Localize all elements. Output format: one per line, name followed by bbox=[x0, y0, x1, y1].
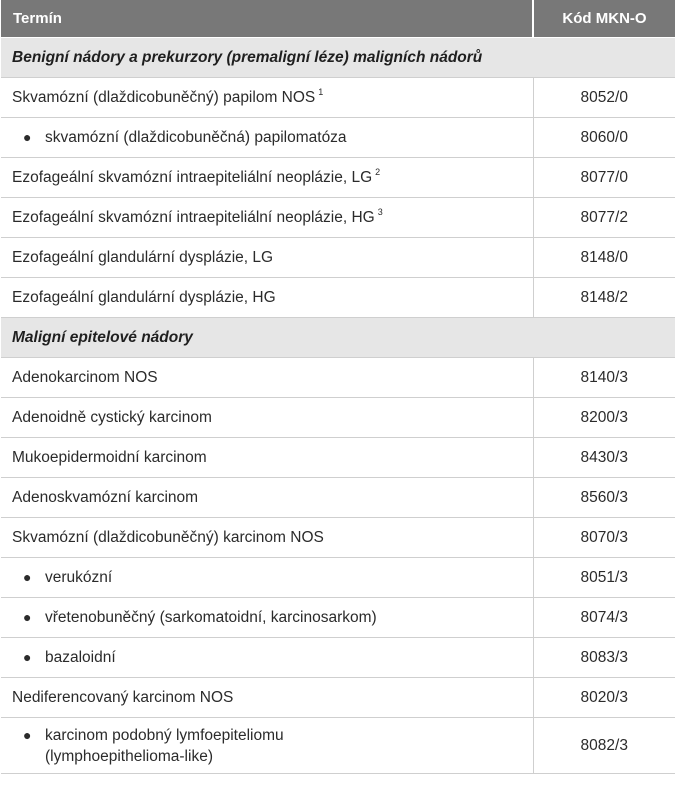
section-title: Benigní nádory a prekurzory (premaligní léze) maligních nádorů bbox=[1, 38, 675, 78]
code-cell: 8148/2 bbox=[533, 278, 675, 318]
table-row bbox=[1, 118, 675, 158]
term-text: vřetenobuněčný (sarkomatoidní, karcinosarkom) bbox=[45, 608, 377, 626]
bullet-icon: ● bbox=[23, 608, 32, 625]
table-row bbox=[1, 478, 675, 518]
bullet-icon: ● bbox=[23, 128, 32, 145]
term-cell: Ezofageální glandulární dysplázie, LG bbox=[1, 238, 533, 278]
term-cell: Skvamózní (dlaždicobuněčný) karcinom NOS bbox=[1, 518, 533, 558]
code-cell: 8074/3 bbox=[533, 598, 675, 638]
table-row bbox=[1, 438, 675, 478]
term-cell: Adenoskvamózní karcinom bbox=[1, 478, 533, 518]
table-row bbox=[1, 398, 675, 438]
term-cell bbox=[1, 78, 533, 118]
table-row bbox=[1, 78, 675, 118]
term-text: bazaloidní bbox=[45, 648, 116, 666]
table-row bbox=[1, 638, 675, 678]
table-row bbox=[1, 198, 675, 238]
header-term: Termín bbox=[1, 0, 533, 38]
code-cell: 8560/3 bbox=[533, 478, 675, 518]
table-row bbox=[1, 558, 675, 598]
term-cell bbox=[1, 158, 533, 198]
footnote-marker: 3 bbox=[377, 207, 383, 218]
term-cell: Adenokarcinom NOS bbox=[1, 358, 533, 398]
code-cell: 8070/3 bbox=[533, 518, 675, 558]
term-line-2: (lymphoepithelioma-like) bbox=[45, 747, 213, 765]
term-text: Ezofageální skvamózní intraepiteliální neoplázie, HG bbox=[12, 208, 375, 226]
code-cell: 8020/3 bbox=[533, 678, 675, 718]
table-row bbox=[1, 598, 675, 638]
footnote-marker: 1 bbox=[318, 87, 324, 98]
term-cell: Mukoepidermoidní karcinom bbox=[1, 438, 533, 478]
table-row bbox=[1, 158, 675, 198]
term-text: Ezofageální skvamózní intraepiteliální neoplázie, LG bbox=[12, 168, 373, 186]
term-text: Skvamózní (dlaždicobuněčný) papilom NOS bbox=[12, 88, 316, 106]
term-line-1: karcinom podobný lymfoepiteliomu bbox=[45, 726, 284, 744]
code-cell: 8083/3 bbox=[533, 638, 675, 678]
header-code: Kód MKN-O bbox=[533, 0, 675, 38]
header-row bbox=[1, 0, 675, 38]
code-cell: 8082/3 bbox=[533, 718, 675, 774]
table-row bbox=[1, 678, 675, 718]
section-title: Maligní epitelové nádory bbox=[1, 318, 675, 358]
table-row bbox=[1, 358, 675, 398]
section-row bbox=[1, 38, 675, 78]
term-cell bbox=[1, 598, 533, 638]
section-row bbox=[1, 318, 675, 358]
term-cell bbox=[1, 718, 533, 774]
term-text: verukózní bbox=[45, 568, 113, 586]
term-cell bbox=[1, 558, 533, 598]
code-cell: 8077/2 bbox=[533, 198, 675, 238]
code-cell: 8148/0 bbox=[533, 238, 675, 278]
classification-table bbox=[1, 0, 675, 774]
term-cell: Nediferencovaný karcinom NOS bbox=[1, 678, 533, 718]
bullet-icon: ● bbox=[23, 568, 32, 585]
term-cell: Ezofageální glandulární dysplázie, HG bbox=[1, 278, 533, 318]
term-cell bbox=[1, 118, 533, 158]
footnote-marker: 2 bbox=[375, 167, 381, 178]
code-cell: 8200/3 bbox=[533, 398, 675, 438]
code-cell: 8430/3 bbox=[533, 438, 675, 478]
code-cell: 8077/0 bbox=[533, 158, 675, 198]
term-text: skvamózní (dlaždicobuněčná) papilomatóza bbox=[45, 128, 347, 146]
term-cell bbox=[1, 198, 533, 238]
term-cell: Adenoidně cystický karcinom bbox=[1, 398, 533, 438]
bullet-icon: ● bbox=[23, 648, 32, 665]
code-cell: 8140/3 bbox=[533, 358, 675, 398]
code-cell: 8060/0 bbox=[533, 118, 675, 158]
table-row bbox=[1, 238, 675, 278]
code-cell: 8052/0 bbox=[533, 78, 675, 118]
term-text bbox=[45, 725, 284, 767]
table-row bbox=[1, 278, 675, 318]
code-cell: 8051/3 bbox=[533, 558, 675, 598]
term-cell bbox=[1, 638, 533, 678]
table-row bbox=[1, 518, 675, 558]
bullet-icon: ● bbox=[23, 726, 32, 743]
table-row bbox=[1, 718, 675, 774]
